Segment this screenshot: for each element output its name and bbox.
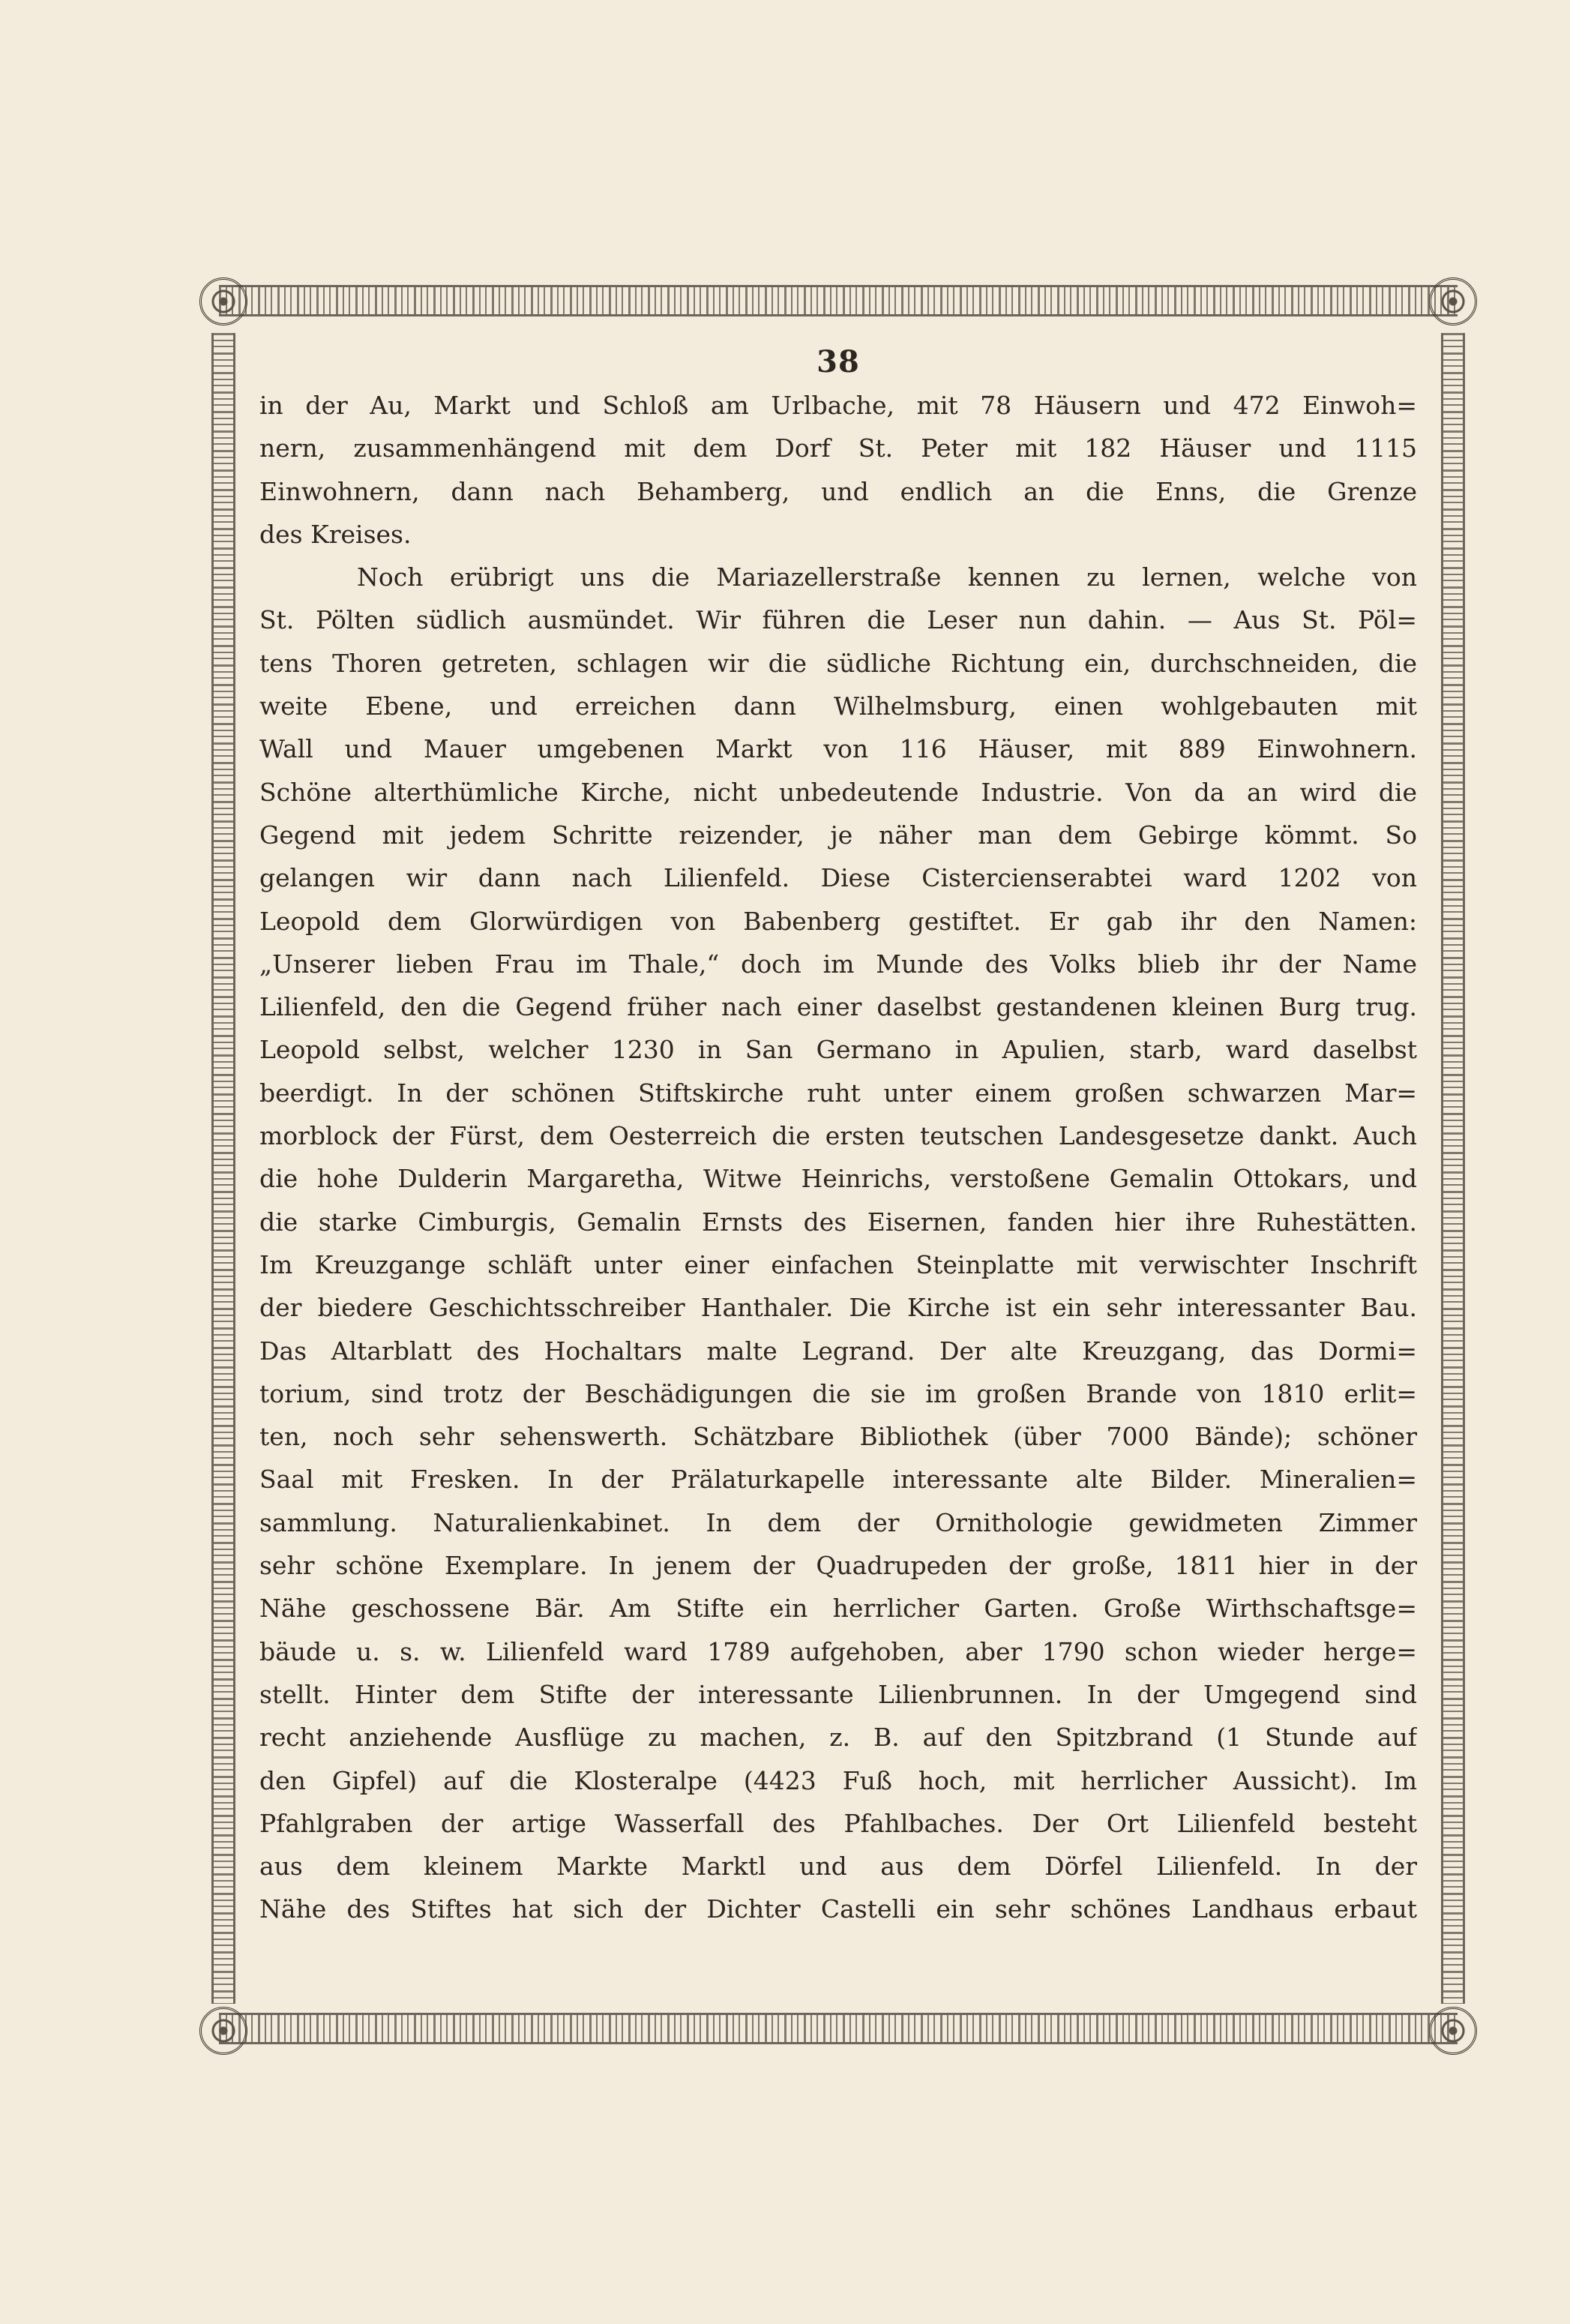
text-line: Das Altarblatt des Hochaltars malte Legrand. Der alte Kreuzgang, das Dormi= [259,1336,1417,1366]
text-line: St. Pölten südlich ausmündet. Wir führen die Leser nun dahin. — Aus St. Pöl= [259,605,1417,635]
text-line: die starke Cimburgis, Gemalin Ernsts des Eisernen, fanden hier ihre Ruhestätten. [259,1207,1417,1237]
border-right-ornament [1441,333,1465,2004]
corner-ornament-icon [1429,2007,1477,2055]
text-line: des Kreises. [259,519,412,549]
text-line: die hohe Dulderin Margaretha, Witwe Heinrichs, verstoßene Gemalin Ottokars, und [259,1164,1417,1194]
body-text [259,384,1417,1931]
text-line: Pfahlgraben der artige Wasserfall des Pfahlbaches. Der Ort Lilienfeld besteht [259,1808,1417,1838]
text-line: morblock der Fürst, dem Oesterreich die ersten teutschen Landesgesetze dankt. Auch [259,1121,1417,1151]
text-line: gelangen wir dann nach Lilienfeld. Diese Cistercienserabtei ward 1202 von [259,863,1417,893]
text-line: aus dem kleinem Markte Marktl und aus dem Dörfel Lilienfeld. In der [259,1852,1417,1882]
text-line: sehr schöne Exemplare. In jenem der Quadrupeden der große, 1811 hier in der [259,1551,1417,1581]
text-line: Einwohnern, dann nach Behamberg, und endlich an die Enns, die Grenze [259,476,1417,506]
text-line: „Unserer lieben Frau im Thale,“ doch im Munde des Volks blieb ihr der Name [259,949,1417,979]
text-line: sammlung. Naturalienkabinet. In dem der Ornithologie gewidmeten Zimmer [259,1507,1417,1537]
text-line: beerdigt. In der schönen Stiftskirche ruht unter einem großen schwarzen Mar= [259,1078,1417,1108]
text-line: Leopold selbst, welcher 1230 in San Germano in Apulien, starb, ward daselbst [259,1035,1417,1065]
border-top-ornament [219,285,1458,316]
ornamental-border-frame [196,264,1480,2071]
text-line: den Gipfel) auf die Klosteralpe (4423 Fuß hoch, mit herrlicher Aussicht). Im [259,1765,1417,1795]
text-line: bäude u. s. w. Lilienfeld ward 1789 aufgehoben, aber 1790 schon wieder herge= [259,1636,1417,1666]
text-line: der biedere Geschichtsschreiber Hanthaler. Die Kirche ist ein sehr interessanter Bau. [259,1293,1417,1323]
border-bottom-ornament [219,2013,1458,2044]
corner-ornament-icon [199,2007,247,2055]
text-line: Lilienfeld, den die Gegend früher nach einer daselbst gestandenen kleinen Burg trug. [259,992,1417,1022]
border-left-ornament [211,333,235,2004]
corner-ornament-icon [1429,277,1477,325]
text-line: recht anziehende Ausflüge zu machen, z. B. auf den Spitzbrand (1 Stunde auf [259,1723,1417,1753]
text-line: Im Kreuzgange schläft unter einer einfachen Steinplatte mit verwischter Inschrift [259,1249,1417,1279]
text-line: Leopold dem Glorwürdigen von Babenberg gestiftet. Er gab ihr den Namen: [259,906,1417,936]
text-line: Gegend mit jedem Schritte reizender, je näher man dem Gebirge kömmt. So [259,820,1417,850]
text-line: stellt. Hinter dem Stifte der interessante Lilienbrunnen. In der Umgegend sind [259,1679,1417,1709]
text-line: tens Thoren getreten, schlagen wir die südliche Richtung ein, durchschneiden, die [259,648,1417,678]
text-line: Schöne alterthümliche Kirche, nicht unbedeutende Industrie. Von da an wird die [259,777,1417,807]
text-line: weite Ebene, und erreichen dann Wilhelmsburg, einen wohlgebauten mit [259,691,1417,721]
text-line: torium, sind trotz der Beschädigungen die sie im großen Brande von 1810 erlit= [259,1378,1417,1408]
text-line: in der Au, Markt und Schloß am Urlbache, mit 78 Häusern und 472 Einwoh= [259,391,1417,420]
page-number: 38 [816,344,860,379]
corner-ornament-icon [199,277,247,325]
text-line: Noch erübrigt uns die Mariazellerstraße kennen zu lernen, welche von [357,562,1417,592]
text-line: Nähe des Stiftes hat sich der Dichter Castelli ein sehr schönes Landhaus erbaut [259,1894,1417,1924]
text-line: Wall und Mauer umgebenen Markt von 116 Häuser, mit 889 Einwohnern. [259,734,1417,764]
text-line: nern, zusammenhängend mit dem Dorf St. Peter mit 182 Häuser und 1115 [259,433,1417,463]
text-line: Nähe geschossene Bär. Am Stifte ein herrlicher Garten. Große Wirthschaftsge= [259,1594,1417,1624]
text-line: ten, noch sehr sehenswerth. Schätzbare Bibliothek (über 7000 Bände); schöner [259,1422,1417,1452]
text-line: Saal mit Fresken. In der Prälaturkapelle interessante alte Bilder. Mineralien= [259,1465,1417,1495]
